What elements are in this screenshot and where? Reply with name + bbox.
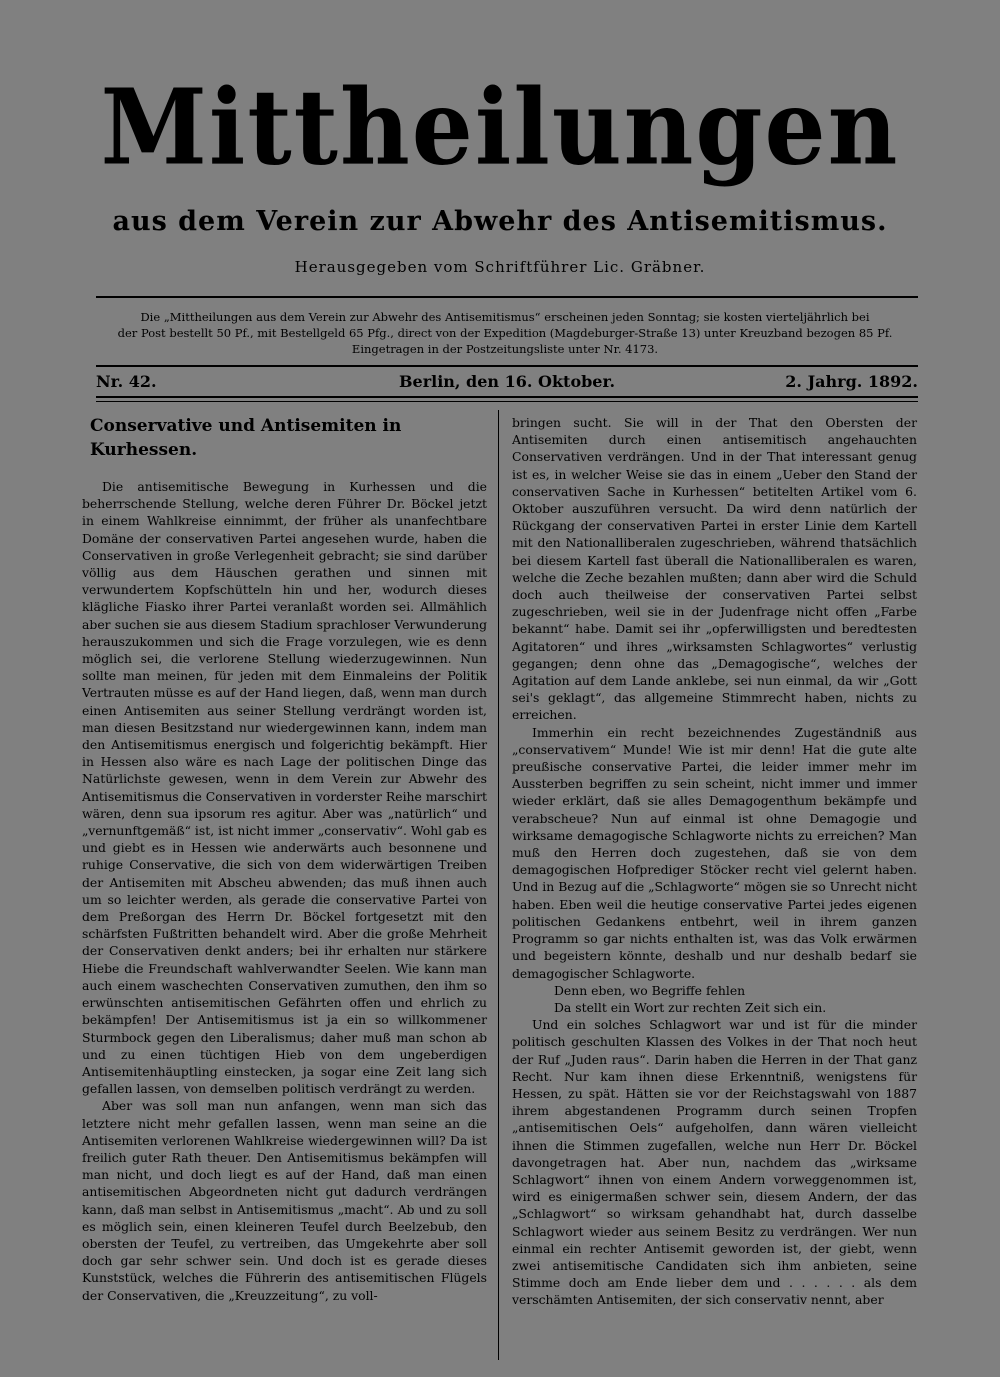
article-paragraph: bringen sucht. Sie will in der That den Obersten der Antisemiten durch einen antisemitisch angehauchten Conservativen verdrängen. Und in der That interessant genug ist es, in welcher Weise sie das in einem „Ueber den Stand der conservativen Sache in Kurhessen“ betitelten Artikel vom 6. Oktober auszuführen versucht. Da wird denn natürlich der Rückgang der conservativen Partei in erster Linie dem Kartell mit den Nationalliberalen zugeschrieben, während thatsächlich bei diesem Kartell fast überall die Nationalliberalen es waren, welche die Zeche bezahlen mußten; dann aber wird die Schuld doch auch theilweise der conservativen Partei selbst zugeschrieben, weil sie in der Judenfrage nicht offen „Farbe bekannt“ habe. Damit sei ihr „opferwilligsten und beredtesten Agitatoren“ und ihres „wirksamsten Schlagwortes“ verlustig gegangen; denn ohne das „Demagogische“, welches der Agitation auf dem Lande anklebe, sei nun einmal, da wir „Gott sei's geklagt“, das allgemeine Stimmrecht haben, nichts zu erreichen.	[512, 415, 917, 723]
issue-bottom-rule	[96, 396, 918, 398]
article-paragraph: Aber was soll man nun anfangen, wenn man sich das letztere nicht mehr gefallen lassen, wenn man seine an die Antisemiten verlorenen Wahlkreise wiedergewinnen will? Da ist freilich guter Rath theuer. Den Antisemitismus bekämpfen will man nicht, und doch liegt es auf der Hand, daß man einen antisemitischen Abgeordneten nicht gut dadurch verdrängen kann, daß man selbst in Antisemitismus „macht“. Ab und zu soll es möglich sein, einen kleineren Teufel durch Beelzebub, den obersten der Teufel, zu vertreiben, das Umgekehrte aber soll doch gar sehr schwer sein. Und doch ist es gerade dieses Kunststück, welches die Führerin des antisemitischen Flügels der Conservativen, die „Kreuzzeitung“, zu voll-	[82, 1098, 487, 1303]
issue-bottom-rule-thin	[96, 401, 918, 402]
notice-line-3: Eingetragen in der Postzeitungsliste unter Nr. 4173.	[351, 342, 659, 356]
notice-line-2: der Post bestellt 50 Pf., mit Bestellgeld 65 Pfg., direct von der Expedition (Magdeburger-Straße 13) unter Kreuzband bezogen 85 Pf.	[117, 326, 893, 340]
masthead-subtitle: aus dem Verein zur Abwehr des Antisemitismus.	[112, 206, 888, 237]
article-column-right	[512, 414, 917, 1309]
subscription-notice	[115, 309, 895, 357]
issue-number: Nr. 42.	[96, 372, 157, 391]
notice-line-1: Die „Mittheilungen aus dem Verein zur Abwehr des Antisemitismus“ erscheinen jeden Sonntag; sie kosten vierteljährlich bei	[140, 310, 870, 324]
editor-line: Herausgegeben vom Schriftführer Lic. Gräbner.	[294, 258, 706, 276]
issue-year: 2. Jahrg. 1892.	[785, 372, 918, 391]
issue-place-date: Berlin, den 16. Oktober.	[398, 372, 616, 391]
article-column-left	[82, 414, 487, 1304]
notice-top-rule	[96, 296, 918, 298]
column-divider	[498, 410, 499, 1360]
article-paragraph: Die antisemitische Bewegung in Kurhessen und die beherrschende Stellung, welche deren Führer Dr. Böckel jetzt in einem Wahlkreise einnimmt, der früher als unanfechtbare Domäne der conservativen Partei angesehen wurde, haben die Conservativen in große Verlegenheit gebracht; sie sind darüber völlig aus dem Häuschen gerathen und sinnen mit verwundertem Kopfschütteln hin und her, wodurch dieses klägliche Fiasko ihrer Partei veranlaßt worden sei. Allmählich aber suchen sie aus diesem Stadium sprachloser Verwunderung herauszukommen und sich die Frage vorzulegen, wie es denn möglich sei, die verlorene Stellung wiederzugewinnen. Nun sollte man meinen, für jeden mit dem Einmaleins der Politik Vertrauten müsse es auf der Hand liegen, daß, wenn man durch einen Antisemiten aus seiner Stellung verdrängt worden ist, man diesen Besitzstand nur wiedergewinnen kann, indem man den Antisemitismus energisch und folgerichtig bekämpft. Hier in Hessen also wäre es nach Lage der politischen Dinge das Natürlichste gewesen, wenn in dem Verein zur Abwehr des Antisemitismus die Conservativen in vorderster Reihe marschirt wären, denn sua ipsorum res agitur. Aber was „natürlich“ und „vernunftgemäß“ ist, ist nicht immer „conservativ“. Wohl gab es und giebt es in Hessen wie anderwärts auch besonnene und ruhige Conservative, die sich von dem widerwärtigen Treiben der Antisemiten mit Abscheu abwenden; das muß ihnen auch um so leichter werden, als gerade die conservative Partei von dem Preßorgan des Herrn Dr. Böckel fortgesetzt mit den schärfsten Fußtritten behandelt wird. Aber die große Mehrheit der Conservativen denkt anders; bei ihr erhalten nur stärkere Hiebe die Freundschaft wahlverwandter Seelen. Wie kann man auch einem waschechten Conservativen zumuthen, den ihm so erwünschten antisemitischen Gefährten offen und ehrlich zu bekämpfen! Der Antisemitismus ist ja ein so willkommener Sturmbock gegen den Liberalismus; daher muß man schon ab und zu einen tüchtigen Hieb von dem ungeberdigen Antisemitenhäuptling einstecken, ja sogar eine Zeit lang sich gefallen lassen, von demselben politisch verdrängt zu werden.	[82, 479, 487, 1097]
masthead-title: Mittheilungen	[100, 66, 900, 189]
article-paragraph: Und ein solches Schlagwort war und ist für die minder politisch geschulten Klassen des Volkes in der That noch heut der Ruf „Juden raus“. Darin haben die Herren in der That ganz Recht. Nur kam ihnen diese Erkenntniß, wenigstens für Hessen, zu spät. Hätten sie vor der Reichstagswahl von 1887 ihrem abgestandenen Programm durch seinen Tropfen „antisemitischen Oels“ aufgeholfen, dann wären vielleicht ihnen die Stimmen zugefallen, welche nun Herr Dr. Böckel davongetragen hat. Aber nun, nachdem das „wirksame Schlagwort“ ihnen von einem Andern vorweggenommen ist, wird es einigermaßen schwer sein, diesem Andern, der das „Schlagwort“ so wirksam gehandhabt hat, durch dasselbe Schlagwort wieder aus seinem Besitz zu verdrängen. Wer nun einmal ein rechter Antisemit geworden ist, der giebt, wenn zwei antisemitische Candidaten sich ihm anbieten, seine Stimme doch am Ende lieber dem und . . . . . . als dem verschämten Antisemiten, der sich conservativ nennt, aber	[512, 1017, 917, 1308]
article-headline: Conservative und Antisemiten in Kurhessen.	[90, 416, 402, 460]
verse-line: Denn eben, wo Begriffe fehlen	[554, 982, 746, 998]
article-paragraph: Immerhin ein recht bezeichnendes Zugeständniß aus „conservativem“ Munde! Wie ist mir denn! Hat die gute alte preußische conservative Partei, die leider immer mehr im Aussterben begriffen zu sein scheint, nicht immer und immer wieder erklärt, daß sie alles Demagogenthum bekämpfe und verabscheue? Nun auf einmal ist ohne Demagogie und wirksame demagogische Schlagworte nichts zu erreichen? Man muß den Herren doch zugestehen, daß sie von dem demagogischen Hofprediger Stöcker recht viel gelernt haben. Und in Bezug auf die „Schlagworte“ mögen sie so Unrecht nicht haben. Eben weil die heutige conservative Partei jedes eigenen politischen Gedankens entbehrt, weil in ihrem ganzen Programm so gar nichts enthalten ist, was das Volk erwärmen und begeistern könnte, deshalb und nur deshalb bedarf sie demagogischer Schlagworte.	[512, 724, 917, 981]
notice-bottom-rule	[96, 365, 918, 367]
verse-line: Da stellt ein Wort zur rechten Zeit sich ein.	[554, 999, 827, 1015]
